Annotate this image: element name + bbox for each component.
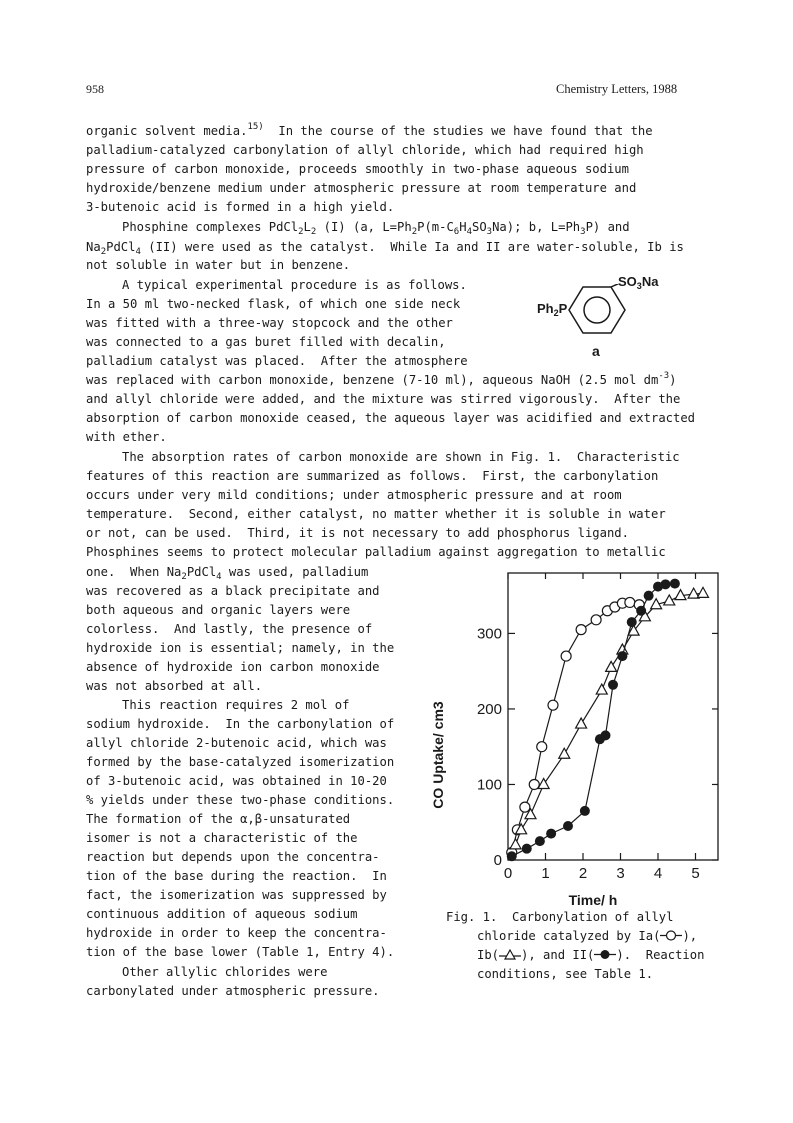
text-line: organic solvent media.$^{15)}$ In the course of the studies we have found that the: [86, 122, 653, 138]
data-point-filled-circle: [617, 651, 627, 661]
data-point-open-circle: [548, 700, 558, 710]
text-line: carbonylated under atmospheric pressure.: [86, 984, 380, 998]
caption-line: conditions, see Table 1.: [477, 967, 654, 981]
text-line: colorless. And lastly, the presence of: [86, 622, 373, 636]
structure-left-label: $Ph_2P$: [537, 301, 568, 318]
text-line: allyl chloride 2-butenoic acid, which was: [86, 736, 387, 750]
text-line: hydroxide/benzene medium under atmospheric pressure at room temperature and: [86, 181, 637, 195]
data-point-triangle: [538, 778, 549, 788]
text-line: formed by the base-catalyzed isomerization: [86, 755, 395, 769]
text-line: not soluble in water but in benzene.: [86, 258, 351, 272]
text-line: isomer is not a characteristic of the: [86, 831, 358, 845]
open-triangle-legend-icon: [499, 949, 521, 960]
x-axis-label: Time/ h: [568, 892, 618, 908]
text-line: features of this reaction are summarized as follows. First, the carbonylation: [86, 469, 659, 483]
text-line: or not, can be used. Third, it is not necessary to add phosphorus ligand.: [86, 526, 629, 540]
data-point-triangle: [510, 839, 521, 849]
data-point-filled-circle: [595, 734, 605, 744]
x-tick-label: 1: [541, 865, 550, 882]
y-tick-label: 300: [476, 625, 502, 643]
data-point-filled-circle: [563, 821, 573, 831]
open-circle-legend-icon: [660, 930, 682, 941]
text-line: Phosphine complexes $PdCl_2L_2$ (I) (a, $L=Ph_2P(m-C_6H_4SO_3Na)$; b, $L=Ph_3P$) and: [122, 220, 630, 237]
chart: [426, 565, 726, 910]
data-point-filled-circle: [644, 591, 654, 601]
x-tick-label: 4: [653, 865, 663, 882]
data-point-triangle: [559, 748, 570, 758]
structure-right-label: $SO_3Na$: [618, 274, 659, 291]
data-point-filled-circle: [661, 579, 671, 589]
x-tick-label: 2: [578, 865, 588, 882]
journal-name: Chemistry Letters, 1988: [556, 82, 678, 96]
benzene-ring-icon: [568, 284, 628, 336]
text-line: 3-butenoic acid is formed in a high yield.: [86, 200, 395, 214]
text-line: The formation of the α,β-unsaturated: [86, 812, 351, 826]
data-point-open-circle: [520, 802, 530, 812]
text-line: In a 50 ml two-necked flask, of which one side neck: [86, 297, 461, 311]
y-tick-label: 200: [476, 700, 502, 718]
text-line: continuous addition of aqueous sodium: [86, 907, 358, 921]
text-line: A typical experimental procedure is as follows.: [122, 278, 467, 292]
data-point-filled-circle: [535, 836, 545, 846]
text-line: was not absorbed at all.: [86, 679, 263, 693]
data-point-filled-circle: [546, 829, 556, 839]
x-tick-label: 3: [616, 865, 625, 882]
data-point-filled-circle: [608, 680, 618, 690]
data-point-open-circle: [561, 651, 571, 661]
caption-line: Ib( ), and II( ). Reaction: [477, 948, 705, 962]
text-line: temperature. Second, either catalyst, no matter whether it is soluble in water: [86, 507, 666, 521]
x-tick-label: 0: [503, 865, 513, 882]
data-point-open-circle: [576, 625, 586, 635]
data-point-filled-circle: [522, 844, 532, 854]
filled-circle-legend-icon: [594, 949, 616, 960]
data-point-filled-circle: [627, 617, 637, 627]
text-line: occurs under very mild conditions; under atmospheric pressure and at room: [86, 488, 622, 502]
text-line: Phosphines seems to protect molecular palladium against aggregation to metallic: [86, 545, 666, 559]
text-line: Other allylic chlorides were: [122, 965, 328, 979]
text-line: This reaction requires 2 mol of: [122, 698, 350, 712]
caption-line: Fig. 1. Carbonylation of allyl: [446, 910, 674, 924]
data-point-triangle: [596, 684, 607, 694]
text-line: one. When $Na_2PdCl_4$ was used, palladium: [86, 565, 369, 582]
text-line: $Na_2PdCl_4$ (II) were used as the catalyst. While Ia and II are water-soluble, Ib is: [86, 240, 684, 257]
plot-frame: [508, 573, 718, 860]
text-line: The absorption rates of carbon monoxide are shown in Fig. 1. Characteristic: [122, 450, 680, 464]
y-tick-label: 100: [476, 776, 502, 794]
text-line: was replaced with carbon monoxide, benzene (7-10 ml), aqueous NaOH (2.5 mol $dm^{-3}$): [86, 371, 677, 387]
data-point-filled-circle: [507, 851, 517, 861]
data-point-open-circle: [537, 742, 547, 752]
data-point-triangle: [664, 595, 675, 605]
page-number: 958: [86, 82, 104, 96]
y-axis-label: CO Uptake/ cm3: [430, 701, 446, 809]
data-point-triangle: [576, 718, 587, 728]
open-triangle-series-line: [516, 593, 704, 845]
data-point-filled-circle: [580, 806, 590, 816]
text-line: both aqueous and organic layers were: [86, 603, 351, 617]
text-line: with ether.: [86, 430, 167, 444]
text-line: palladium catalyst was placed. After the atmosphere: [86, 354, 468, 368]
data-point-triangle: [698, 587, 709, 597]
y-tick-label: 0: [493, 852, 502, 869]
caption-line: chloride catalyzed by Ia( ),: [477, 929, 698, 943]
text-line: of 3-butenoic acid, was obtained in 10-20: [86, 774, 387, 788]
text-line: was fitted with a three-way stopcock and the other: [86, 316, 453, 330]
structure-caption: a: [592, 343, 600, 359]
text-line: sodium hydroxide. In the carbonylation of: [86, 717, 395, 731]
data-point-open-circle: [591, 615, 601, 625]
text-line: tion of the base during the reaction. In: [86, 869, 387, 883]
data-point-open-circle: [625, 597, 635, 607]
text-line: reaction but depends upon the concentra-: [86, 850, 380, 864]
text-line: pressure of carbon monoxide, proceeds smoothly in two-phase aqueous sodium: [86, 162, 629, 176]
text-line: was connected to a gas buret filled with decalin,: [86, 335, 446, 349]
text-line: tion of the base lower (Table 1, Entry 4).: [86, 945, 395, 959]
data-point-filled-circle: [636, 606, 646, 616]
text-line: was recovered as a black precipitate and: [86, 584, 380, 598]
data-point-filled-circle: [670, 579, 680, 589]
text-line: % yields under these two-phase conditions.: [86, 793, 395, 807]
text-line: absence of hydroxide ion carbon monoxide: [86, 660, 380, 674]
text-line: fact, the isomerization was suppressed by: [86, 888, 387, 902]
x-tick-label: 5: [691, 865, 700, 882]
text-line: palladium-catalyzed carbonylation of allyl chloride, which had required high: [86, 143, 644, 157]
text-line: and allyl chloride were added, and the mixture was stirred vigorously. After the: [86, 392, 681, 406]
text-line: absorption of carbon monoxide ceased, the aqueous layer was acidified and extracted: [86, 411, 696, 425]
text-line: hydroxide in order to keep the concentra-: [86, 926, 387, 940]
text-line: hydroxide ion is essential; namely, in the: [86, 641, 395, 655]
data-point-triangle: [606, 661, 617, 671]
